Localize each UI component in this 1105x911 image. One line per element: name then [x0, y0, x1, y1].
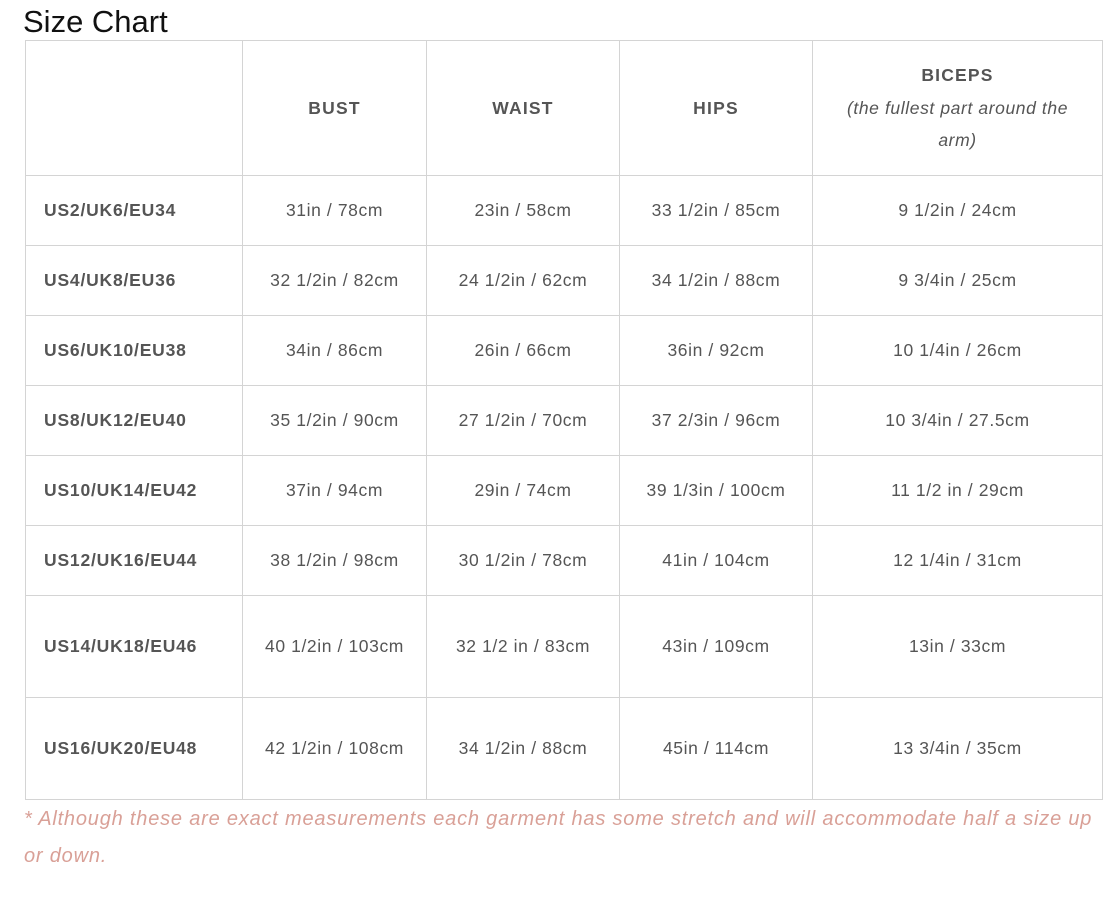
waist-cell: 23in / 58cm — [427, 176, 620, 246]
waist-cell: 29in / 74cm — [427, 456, 620, 526]
hips-cell: 43in / 109cm — [620, 596, 813, 698]
header-waist-label: WAIST — [492, 97, 554, 118]
table-row — [26, 316, 1103, 386]
footnote: * Although these are exact measurements each garment has some stretch and will accommodate half a size up or down. — [24, 808, 1093, 867]
header-size — [26, 41, 243, 176]
header-biceps — [813, 41, 1103, 176]
waist-cell: 27 1/2in / 70cm — [427, 386, 620, 456]
size-label: US14/UK18/EU46 — [26, 596, 243, 698]
biceps-cell: 10 1/4in / 26cm — [813, 316, 1103, 386]
waist-cell: 34 1/2in / 88cm — [427, 698, 620, 800]
hips-cell: 36in / 92cm — [620, 316, 813, 386]
table-row — [26, 176, 1103, 246]
bust-cell: 40 1/2in / 103cm — [243, 596, 427, 698]
biceps-cell: 9 3/4in / 25cm — [813, 246, 1103, 316]
hips-cell: 37 2/3in / 96cm — [620, 386, 813, 456]
biceps-cell: 13in / 33cm — [813, 596, 1103, 698]
size-label: US6/UK10/EU38 — [26, 316, 243, 386]
biceps-cell: 11 1/2 in / 29cm — [813, 456, 1103, 526]
biceps-cell: 9 1/2in / 24cm — [813, 176, 1103, 246]
bust-cell: 37in / 94cm — [243, 456, 427, 526]
bust-cell: 35 1/2in / 90cm — [243, 386, 427, 456]
table-row — [26, 698, 1103, 800]
header-biceps-note: (the fullest part around the arm) — [846, 97, 1069, 151]
table-row — [26, 456, 1103, 526]
table-row — [26, 526, 1103, 596]
table-row — [26, 596, 1103, 698]
header-hips — [620, 41, 813, 176]
hips-cell: 33 1/2in / 85cm — [620, 176, 813, 246]
header-bust — [243, 41, 427, 176]
size-label: US10/UK14/EU42 — [26, 456, 243, 526]
header-waist — [427, 41, 620, 176]
page-title: Size Chart — [23, 4, 168, 39]
waist-cell: 26in / 66cm — [427, 316, 620, 386]
header-bust-label: BUST — [308, 97, 361, 118]
bust-cell: 42 1/2in / 108cm — [243, 698, 427, 800]
waist-cell: 30 1/2in / 78cm — [427, 526, 620, 596]
table-row — [26, 246, 1103, 316]
size-label: US2/UK6/EU34 — [26, 176, 243, 246]
header-hips-label: HIPS — [693, 97, 739, 118]
biceps-cell: 12 1/4in / 31cm — [813, 526, 1103, 596]
table-row — [26, 386, 1103, 456]
size-label: US12/UK16/EU44 — [26, 526, 243, 596]
bust-cell: 38 1/2in / 98cm — [243, 526, 427, 596]
waist-cell: 32 1/2 in / 83cm — [427, 596, 620, 698]
size-chart-table — [25, 40, 1103, 800]
hips-cell: 45in / 114cm — [620, 698, 813, 800]
size-label: US8/UK12/EU40 — [26, 386, 243, 456]
bust-cell: 32 1/2in / 82cm — [243, 246, 427, 316]
biceps-cell: 10 3/4in / 27.5cm — [813, 386, 1103, 456]
table-header-row — [26, 41, 1103, 176]
hips-cell: 41in / 104cm — [620, 526, 813, 596]
biceps-cell: 13 3/4in / 35cm — [813, 698, 1103, 800]
bust-cell: 31in / 78cm — [243, 176, 427, 246]
hips-cell: 39 1/3in / 100cm — [620, 456, 813, 526]
size-label: US16/UK20/EU48 — [26, 698, 243, 800]
size-label: US4/UK8/EU36 — [26, 246, 243, 316]
header-biceps-label: BICEPS — [921, 65, 994, 86]
waist-cell: 24 1/2in / 62cm — [427, 246, 620, 316]
hips-cell: 34 1/2in / 88cm — [620, 246, 813, 316]
bust-cell: 34in / 86cm — [243, 316, 427, 386]
